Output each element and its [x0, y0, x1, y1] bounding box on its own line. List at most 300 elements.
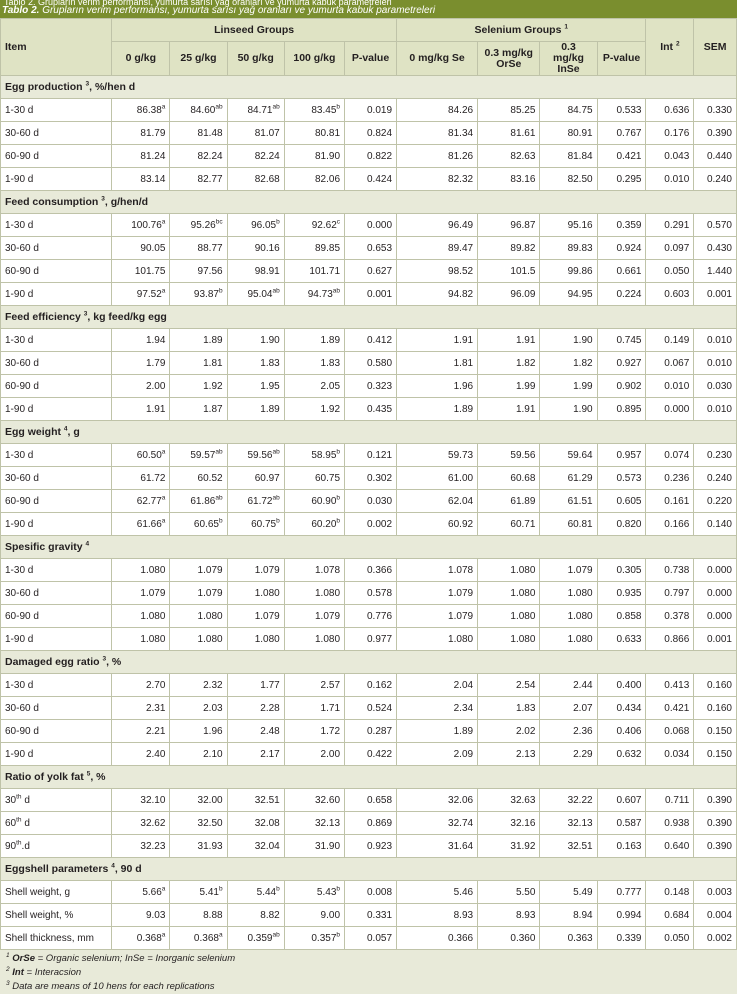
- table-cell: [694, 122, 737, 145]
- cell-value: 1.92: [320, 403, 341, 415]
- table-cell: [694, 375, 737, 398]
- table-cell: [112, 835, 170, 858]
- table-row: [1, 398, 737, 421]
- cell-value: 8.88: [203, 909, 223, 921]
- cell-value: 0.000: [706, 587, 732, 599]
- table-cell: [227, 260, 284, 283]
- table-cell: [646, 352, 694, 375]
- cell-value: 1.79: [145, 357, 166, 369]
- cell-superscript: b: [336, 494, 341, 502]
- row-label: [1, 582, 112, 605]
- table-cell: [345, 352, 397, 375]
- table-cell: [170, 628, 227, 651]
- section-title: [1, 651, 737, 674]
- table-cell: [170, 99, 227, 122]
- col-header: 0.3 mg/kg InSe: [540, 42, 597, 76]
- table-cell: [170, 237, 227, 260]
- cell-value: 0.287: [366, 725, 393, 737]
- table-cell: [345, 260, 397, 283]
- table-cell: [345, 214, 397, 237]
- table-cell: [694, 835, 737, 858]
- cell-value: 2.31: [145, 702, 166, 714]
- table-cell: [597, 812, 646, 835]
- table-cell: [170, 559, 227, 582]
- table-cell: [540, 398, 597, 421]
- table-cell: [170, 835, 227, 858]
- cell-value: 1.89: [260, 403, 280, 415]
- section-unit: , g/hen/d: [104, 196, 149, 208]
- cell-value: 0.653: [366, 242, 393, 254]
- cell-value: 5.41: [199, 886, 219, 898]
- table-cell: [397, 214, 478, 237]
- section-header-row: [1, 306, 737, 329]
- row-label: [1, 697, 112, 720]
- table-row: [1, 582, 737, 605]
- cell-value: 0.421: [664, 702, 690, 714]
- table-cell: [478, 674, 540, 697]
- cell-value: 95.04: [247, 288, 273, 300]
- table-cell: [540, 927, 597, 950]
- cell-value: 0.633: [616, 633, 642, 645]
- row-label-text: 60-90 d: [5, 265, 39, 277]
- table-cell: [478, 352, 540, 375]
- table-cell: [345, 145, 397, 168]
- cell-value: 82.06: [314, 173, 341, 185]
- cell-value: 0.661: [616, 265, 642, 277]
- table-cell: [597, 467, 646, 490]
- cell-value: 58.95: [311, 449, 337, 461]
- cell-value: 0.004: [706, 909, 732, 921]
- table-row: [1, 743, 737, 766]
- section-header-row: [1, 191, 737, 214]
- table-cell: [397, 99, 478, 122]
- table-cell: [646, 743, 694, 766]
- cell-value: 1.080: [510, 564, 536, 576]
- cell-value: 101.75: [134, 265, 166, 277]
- cell-value: 82.63: [510, 150, 536, 162]
- table-cell: [345, 444, 397, 467]
- cell-value: 0.057: [366, 932, 393, 944]
- cell-value: 84.26: [448, 104, 474, 116]
- table-cell: [694, 927, 737, 950]
- section-unit: , %/hen d: [89, 81, 136, 93]
- table-cell: [284, 145, 344, 168]
- cell-value: 1.080: [567, 587, 593, 599]
- cell-value: 0.331: [366, 909, 393, 921]
- results-table: [0, 18, 737, 950]
- table-cell: [540, 214, 597, 237]
- table-cell: [694, 467, 737, 490]
- table-row: [1, 605, 737, 628]
- cell-value: 0.010: [664, 380, 690, 392]
- row-label: [1, 490, 112, 513]
- cell-value: 0.002: [366, 518, 393, 530]
- table-cell: [345, 812, 397, 835]
- table-cell: [646, 628, 694, 651]
- cell-value: 2.07: [573, 702, 593, 714]
- cell-value: 1.079: [254, 610, 280, 622]
- table-cell: [646, 927, 694, 950]
- cell-value: 0.390: [706, 840, 732, 852]
- row-label-text: 60-90 d: [5, 725, 39, 737]
- table-cell: [284, 283, 344, 306]
- table-cell: [397, 329, 478, 352]
- row-label: [1, 743, 112, 766]
- cell-superscript: b: [276, 218, 280, 226]
- table-cell: [284, 835, 344, 858]
- cell-value: 2.40: [145, 748, 166, 760]
- table-cell: [646, 214, 694, 237]
- cell-value: 84.75: [567, 104, 593, 116]
- section-title-sup: 4: [111, 862, 115, 870]
- table-cell: [170, 398, 227, 421]
- cell-value: 1.89: [203, 334, 223, 346]
- row-label-text: 60-90 d: [5, 150, 39, 162]
- cell-value: 0.390: [706, 794, 732, 806]
- section-header-row: [1, 76, 737, 99]
- cell-value: 1.82: [515, 357, 536, 369]
- row-label: [1, 352, 112, 375]
- cell-value: 0.777: [616, 886, 642, 898]
- row-label-text: 1-30 d: [5, 449, 34, 461]
- table-cell: [478, 927, 540, 950]
- caption-text: Grupların verim performansı, yumurta sarısı yağ oranları ve yumurta kabuk parametreleri: [39, 5, 436, 16]
- row-label-text: 60-90 d: [5, 610, 39, 622]
- table-row: [1, 145, 737, 168]
- table-cell: [345, 375, 397, 398]
- table-cell: [540, 260, 597, 283]
- cell-value: 0.605: [616, 495, 642, 507]
- table-cell: [597, 444, 646, 467]
- cell-value: 2.36: [573, 725, 593, 737]
- table-cell: [112, 352, 170, 375]
- cell-value: 89.83: [567, 242, 593, 254]
- table-cell: [170, 789, 227, 812]
- row-label-tail: .d: [21, 840, 30, 852]
- cell-value: 83.14: [140, 173, 166, 185]
- cell-value: 5.43: [316, 886, 337, 898]
- cell-value: 1.080: [140, 610, 166, 622]
- cell-value: 1.079: [314, 610, 341, 622]
- table-cell: [284, 720, 344, 743]
- cell-value: 1.83: [260, 357, 280, 369]
- cell-value: 0.430: [706, 242, 732, 254]
- table-cell: [284, 99, 344, 122]
- table-cell: [284, 122, 344, 145]
- cell-value: 32.06: [448, 794, 474, 806]
- table-cell: [646, 582, 694, 605]
- table-cell: [284, 329, 344, 352]
- table-cell: [345, 329, 397, 352]
- cell-value: 32.63: [510, 794, 536, 806]
- table-cell: [694, 168, 737, 191]
- cell-value: 97.56: [197, 265, 223, 277]
- row-label: [1, 375, 112, 398]
- cell-value: 0.406: [616, 725, 642, 737]
- row-label-text: 60-90 d: [5, 380, 39, 392]
- section-title-text: Eggshell parameters: [5, 863, 109, 875]
- table-cell: [227, 145, 284, 168]
- cell-value: 81.48: [197, 127, 223, 139]
- cell-value: 0.378: [664, 610, 690, 622]
- cell-value: 1.72: [320, 725, 341, 737]
- table-cell: [170, 145, 227, 168]
- cell-value: 82.77: [197, 173, 223, 185]
- table-cell: [227, 352, 284, 375]
- cell-superscript: a: [161, 517, 166, 525]
- table-cell: [478, 513, 540, 536]
- table-cell: [597, 237, 646, 260]
- table-cell: [478, 743, 540, 766]
- cell-superscript: ab: [272, 931, 280, 939]
- section-title: [1, 421, 737, 444]
- table-cell: [597, 628, 646, 651]
- row-label-text: 30-60 d: [5, 587, 39, 599]
- cell-value: 0.738: [664, 564, 690, 576]
- table-cell: [597, 789, 646, 812]
- table-cell: [112, 444, 170, 467]
- table-cell: [112, 122, 170, 145]
- cell-value: 0.767: [616, 127, 642, 139]
- col-header-item: Item: [1, 19, 112, 76]
- table-row: [1, 444, 737, 467]
- col-header-int: [646, 19, 694, 76]
- table-cell: [694, 329, 737, 352]
- cell-value: 1.99: [573, 380, 593, 392]
- cell-value: 2.10: [203, 748, 223, 760]
- table-cell: [227, 444, 284, 467]
- table-cell: [112, 697, 170, 720]
- table-cell: [397, 168, 478, 191]
- table-cell: [478, 99, 540, 122]
- cell-value: 1.079: [254, 564, 280, 576]
- row-label: [1, 720, 112, 743]
- cell-value: 81.34: [448, 127, 474, 139]
- col-header: 0 mg/kg Se: [397, 42, 478, 76]
- table-cell: [112, 881, 170, 904]
- cell-value: 0.658: [366, 794, 393, 806]
- table-cell: [170, 352, 227, 375]
- table-cell: [227, 904, 284, 927]
- cell-value: 0.067: [664, 357, 690, 369]
- cell-value: 81.24: [140, 150, 166, 162]
- cell-superscript: ab: [215, 494, 223, 502]
- cell-value: 61.89: [510, 495, 536, 507]
- row-label: [1, 628, 112, 651]
- row-label-text: 1-30 d: [5, 334, 34, 346]
- table-cell: [112, 605, 170, 628]
- table-cell: [112, 490, 170, 513]
- table-cell: [694, 720, 737, 743]
- section-header-row: [1, 651, 737, 674]
- cell-value: 82.50: [567, 173, 593, 185]
- section-title-sup: 3: [102, 655, 107, 663]
- table-cell: [397, 835, 478, 858]
- section-header-row: [1, 421, 737, 444]
- table-cell: [646, 835, 694, 858]
- section-title: [1, 536, 737, 559]
- row-label-text: 1-90 d: [5, 173, 34, 185]
- cell-value: 60.75: [251, 518, 277, 530]
- section-title-text: Ratio of yolk fat: [5, 771, 84, 783]
- cell-value: 0.163: [616, 840, 642, 852]
- table-cell: [597, 122, 646, 145]
- table-cell: [112, 145, 170, 168]
- cell-value: 60.75: [314, 472, 341, 484]
- table-cell: [227, 490, 284, 513]
- table-row: [1, 674, 737, 697]
- table-cell: [284, 605, 344, 628]
- table-cell: [112, 582, 170, 605]
- table-cell: [694, 697, 737, 720]
- table-cell: [112, 375, 170, 398]
- table-row: [1, 812, 737, 835]
- table-row: [1, 168, 737, 191]
- table-cell: [397, 398, 478, 421]
- cell-value: 60.81: [567, 518, 593, 530]
- table-cell: [227, 122, 284, 145]
- cell-value: 1.080: [197, 633, 223, 645]
- cell-value: 83.16: [510, 173, 536, 185]
- table-cell: [478, 467, 540, 490]
- cell-value: 59.56: [510, 449, 536, 461]
- cell-value: 0.001: [366, 288, 393, 300]
- section-header-row: [1, 536, 737, 559]
- table-cell: [694, 582, 737, 605]
- caption-label: Tablo 2.: [2, 5, 40, 16]
- cell-value: 9.03: [145, 909, 166, 921]
- row-label-tail: d: [21, 794, 30, 806]
- table-cell: [694, 513, 737, 536]
- row-label-text: 60-90 d: [5, 495, 39, 507]
- table-cell: [397, 881, 478, 904]
- cell-superscript: b: [336, 931, 341, 939]
- cell-value: 62.04: [448, 495, 474, 507]
- cell-superscript: a: [161, 931, 166, 939]
- row-label: [1, 904, 112, 927]
- cell-value: 2.54: [515, 679, 536, 691]
- cell-value: 0.573: [616, 472, 642, 484]
- table-cell: [397, 375, 478, 398]
- cell-value: 2.13: [515, 748, 536, 760]
- cell-value: 61.00: [448, 472, 474, 484]
- row-label-text: 30: [5, 794, 17, 806]
- cell-value: 31.93: [197, 840, 223, 852]
- cell-value: 1.080: [510, 610, 536, 622]
- table-cell: [478, 835, 540, 858]
- row-label: [1, 789, 112, 812]
- table-cell: [478, 881, 540, 904]
- table-cell: [227, 513, 284, 536]
- footnote-line: [6, 952, 731, 966]
- table-row: [1, 329, 737, 352]
- cell-value: 86.38: [136, 104, 162, 116]
- row-label: [1, 145, 112, 168]
- row-label-text: 1-30 d: [5, 564, 34, 576]
- cell-value: 5.44: [256, 886, 277, 898]
- section-title-sup: 4: [85, 540, 90, 548]
- table-cell: [284, 490, 344, 513]
- cell-value: 1.079: [197, 564, 223, 576]
- cell-value: 0.776: [366, 610, 393, 622]
- cell-value: 0.938: [664, 817, 690, 829]
- table-cell: [227, 628, 284, 651]
- cell-value: 0.001: [706, 288, 732, 300]
- cell-value: 1.96: [203, 725, 223, 737]
- row-label-text: 90: [5, 840, 17, 852]
- cell-value: 60.20: [311, 518, 337, 530]
- cell-value: 98.91: [254, 265, 280, 277]
- table-cell: [694, 398, 737, 421]
- table-cell: [112, 283, 170, 306]
- cell-value: 1.89: [320, 334, 341, 346]
- col-header: 50 g/kg: [227, 42, 284, 76]
- cell-value: 0.866: [664, 633, 690, 645]
- cell-value: 0.366: [366, 564, 393, 576]
- table-cell: [646, 444, 694, 467]
- cell-value: 1.080: [140, 564, 166, 576]
- table-cell: [694, 260, 737, 283]
- cell-value: 1.080: [197, 610, 223, 622]
- cell-value: 0.002: [706, 932, 732, 944]
- cell-value: 81.07: [254, 127, 280, 139]
- cell-value: 0.050: [664, 932, 690, 944]
- cell-value: 0.533: [616, 104, 642, 116]
- cell-value: 2.28: [260, 702, 280, 714]
- table-row: [1, 352, 737, 375]
- col-header: P-value: [345, 42, 397, 76]
- cell-value: 0.010: [706, 403, 732, 415]
- cell-superscript: a: [161, 885, 166, 893]
- cell-value: 81.84: [567, 150, 593, 162]
- table-cell: [597, 145, 646, 168]
- cell-value: 0.295: [616, 173, 642, 185]
- table-cell: [170, 375, 227, 398]
- table-row: [1, 237, 737, 260]
- table-cell: [345, 237, 397, 260]
- table-cell: [597, 605, 646, 628]
- table-cell: [478, 904, 540, 927]
- cell-value: 96.49: [448, 219, 474, 231]
- cell-value: 0.977: [366, 633, 393, 645]
- row-label-text: 1-30 d: [5, 104, 34, 116]
- table-cell: [284, 444, 344, 467]
- table-cell: [112, 398, 170, 421]
- row-label-sup: th: [16, 793, 22, 801]
- table-cell: [227, 812, 284, 835]
- table-cell: [284, 812, 344, 835]
- table-cell: [227, 283, 284, 306]
- row-label-text: 1-90 d: [5, 518, 34, 530]
- section-title-text: Feed consumption: [5, 196, 99, 208]
- cell-value: 0.010: [664, 173, 690, 185]
- cell-value: 0.166: [664, 518, 690, 530]
- cell-value: 1.080: [448, 633, 474, 645]
- cell-value: 5.49: [573, 886, 593, 898]
- table-cell: [112, 812, 170, 835]
- table-cell: [112, 720, 170, 743]
- cell-value: 0.043: [664, 150, 690, 162]
- cell-superscript: ab: [272, 448, 280, 456]
- col-header: 0.3 mg/kg OrSe: [478, 42, 540, 76]
- table-cell: [284, 352, 344, 375]
- table-cell: [478, 283, 540, 306]
- table-cell: [397, 444, 478, 467]
- table-cell: [540, 697, 597, 720]
- cell-value: 0.000: [366, 219, 393, 231]
- cell-value: 0.240: [706, 472, 732, 484]
- section-title: [1, 306, 737, 329]
